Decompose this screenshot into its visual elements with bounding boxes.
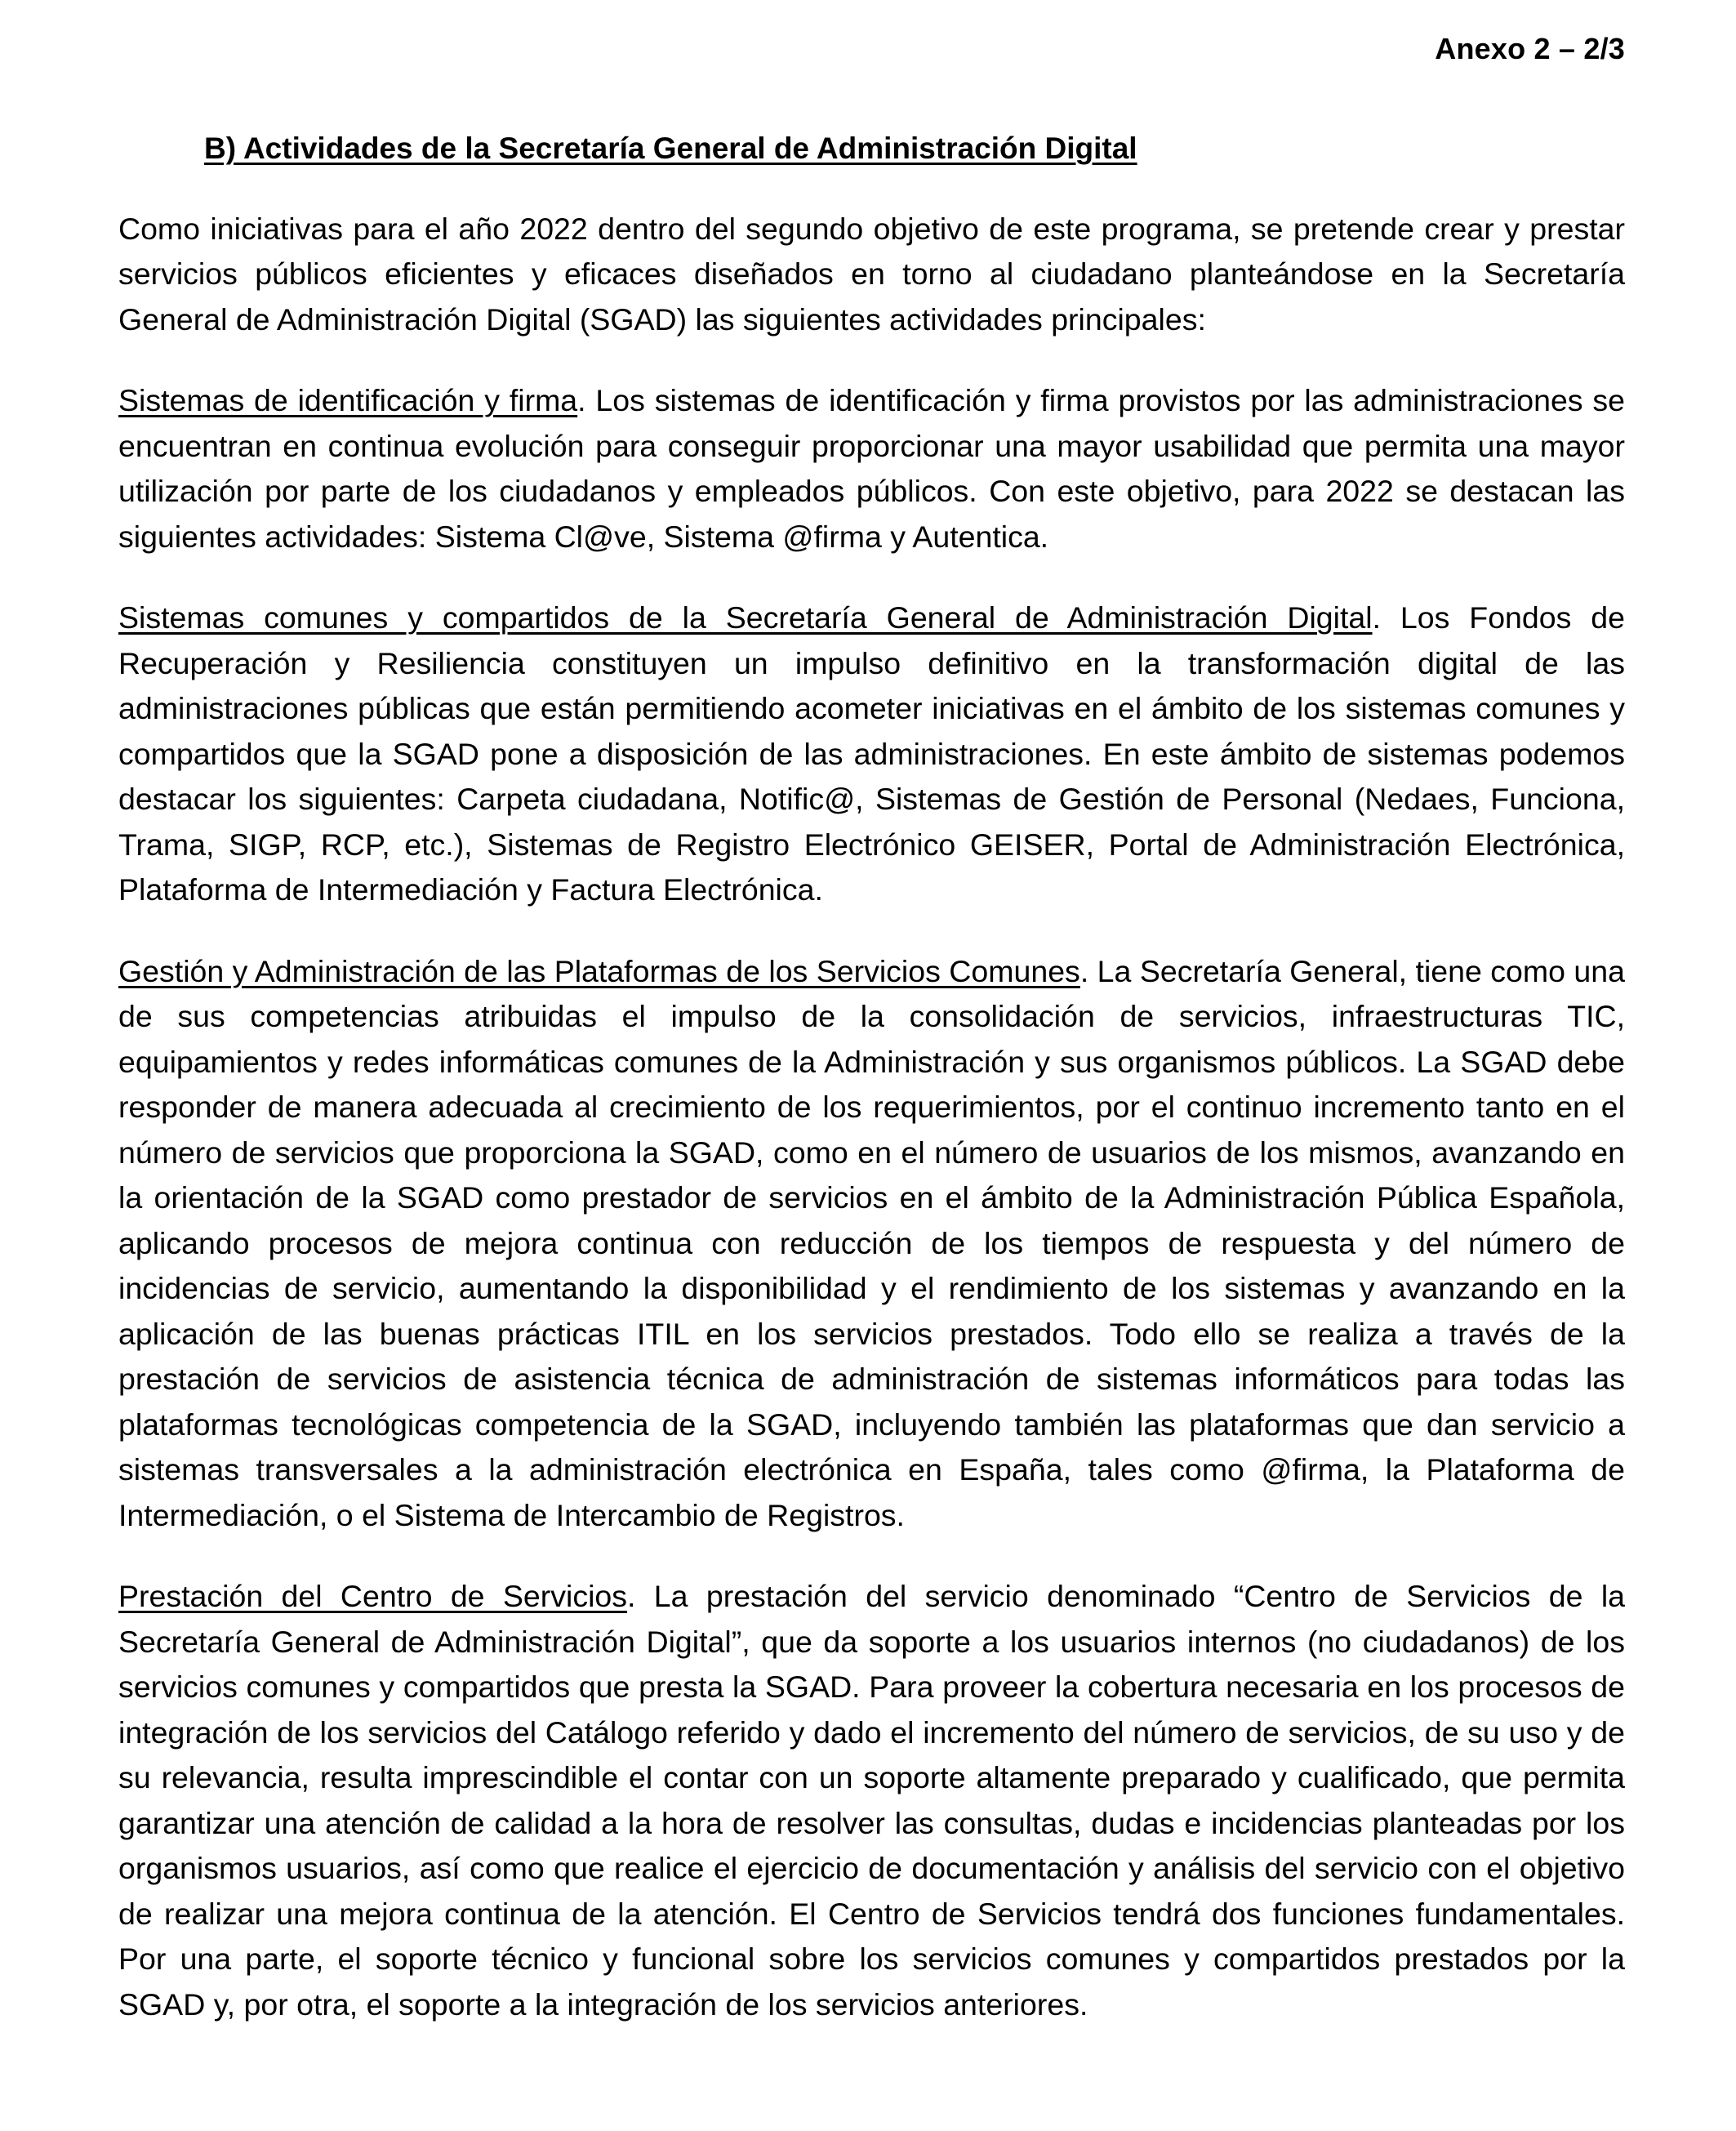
section-heading <box>118 129 1625 169</box>
paragraph-prestacion-centro-servicios <box>118 1574 1625 2027</box>
paragraph-lead-in: Prestación del Centro de Servicios <box>118 1579 628 1614</box>
paragraph-gestion-administracion-plataformas <box>118 949 1625 1539</box>
document-body <box>118 129 1625 2027</box>
page-header-anexo-label: Anexo 2 – 2/3 <box>1435 32 1625 65</box>
paragraph-intro <box>118 207 1625 343</box>
paragraph-lead-in: Gestión y Administración de las Plataformas de los Servicios Comunes <box>118 953 1080 988</box>
paragraph-text: . La prestación del servicio denominado “Centro de Servicios de la Secretaría General de Administración Digital”, que da soporte a los usuarios internos (no ciudadanos) de los servicios comunes y compartidos que presta la SGAD. Para proveer la cobertura necesaria en los procesos de integración de los servicios del Catálogo referido y dado el incremento del número de servicios, de su uso y de su relevancia, resulta imprescindible el contar con un soporte altamente preparado y cualificado, que permita garantizar una atención de calidad a la hora de resolver las consultas, dudas e incidencias planteadas por los organismos usuarios, así como que realice el ejercicio de documentación y análisis del servicio con el objetivo de realizar una mejora continua de la atención. El Centro de Servicios tendrá dos funciones fundamentales. Por una parte, el soporte técnico y funcional sobre los servicios comunes y compartidos prestados por la SGAD y, por otra, el soporte a la integración de los servicios anteriores. <box>118 1579 1626 2022</box>
paragraph-sistemas-comunes-compartidos <box>118 595 1625 913</box>
paragraph-text: . Los sistemas de identificación y firma provistos por las administraciones se encuentran en continua evolución para conseguir proporcionar una mayor usabilidad que permita una mayor utilización por parte de los ciudadanos y empleados públicos. Con este objetivo, para 2022 se destacan las siguientes actividades: Sistema Cl@ve, Sistema @firma y Autentica. <box>118 383 1626 554</box>
paragraph-text: . La Secretaría General, tiene como una de sus competencias atribuidas el impulso de la consolidación de servicios, infraestructuras TIC, equipamientos y redes informáticas comunes de la Administración y sus organismos públicos. La SGAD debe responder de manera adecuada al crecimiento de los requerimientos, por el continuo incremento tanto en el número de servicios que proporciona la SGAD, como en el número de usuarios de los mismos, avanzando en la orientación de la SGAD como prestador de servicios en el ámbito de la Administración Pública Española, aplicando procesos de mejora continua con reducción de los tiempos de respuesta y del número de incidencias de servicio, aumentando la disponibilidad y el rendimiento de los sistemas y avanzando en la aplicación de las buenas prácticas ITIL en los servicios prestados. Todo ello se realiza a través de la prestación de servicios de asistencia técnica de administración de sistemas informáticos para todas las plataformas tecnológicas competencia de la SGAD, incluyendo también las plataformas que dan servicio a sistemas transversales a la administración electrónica en España, tales como @firma, la Plataforma de Intermediación, o el Sistema de Intercambio de Registros. <box>118 953 1625 1532</box>
paragraph-text: . Los Fondos de Recuperación y Resiliencia constituyen un impulso definitivo en la transformación digital de las administraciones públicas que están permitiendo acometer iniciativas en el ámbito de los sistemas comunes y compartidos que la SGAD pone a disposición de las administraciones. En este ámbito de sistemas podemos destacar los siguientes: Carpeta ciudadana, Notific@, Sistemas de Gestión de Personal (Nedaes, Funciona, Trama, SIGP, RCP, etc.), Sistemas de Registro Electrónico GEISER, Portal de Administración Electrónica, Plataforma de Intermediación y Factura Electrónica. <box>118 600 1625 907</box>
section-heading-text: B) Actividades de la Secretaría General de Administración Digital <box>204 132 1137 165</box>
paragraph-text: Como iniciativas para el año 2022 dentro del segundo objetivo de este programa, se pretende crear y prestar servicios públicos eficientes y eficaces diseñados en torno al ciudadano planteándose en la Secretaría General de Administración Digital (SGAD) las siguientes actividades principales: <box>118 211 1625 337</box>
paragraph-sistemas-identificacion-firma <box>118 378 1625 559</box>
paragraph-lead-in: Sistemas de identificación y firma <box>118 383 578 418</box>
paragraph-lead-in: Sistemas comunes y compartidos de la Secretaría General de Administración Digital <box>118 600 1373 635</box>
